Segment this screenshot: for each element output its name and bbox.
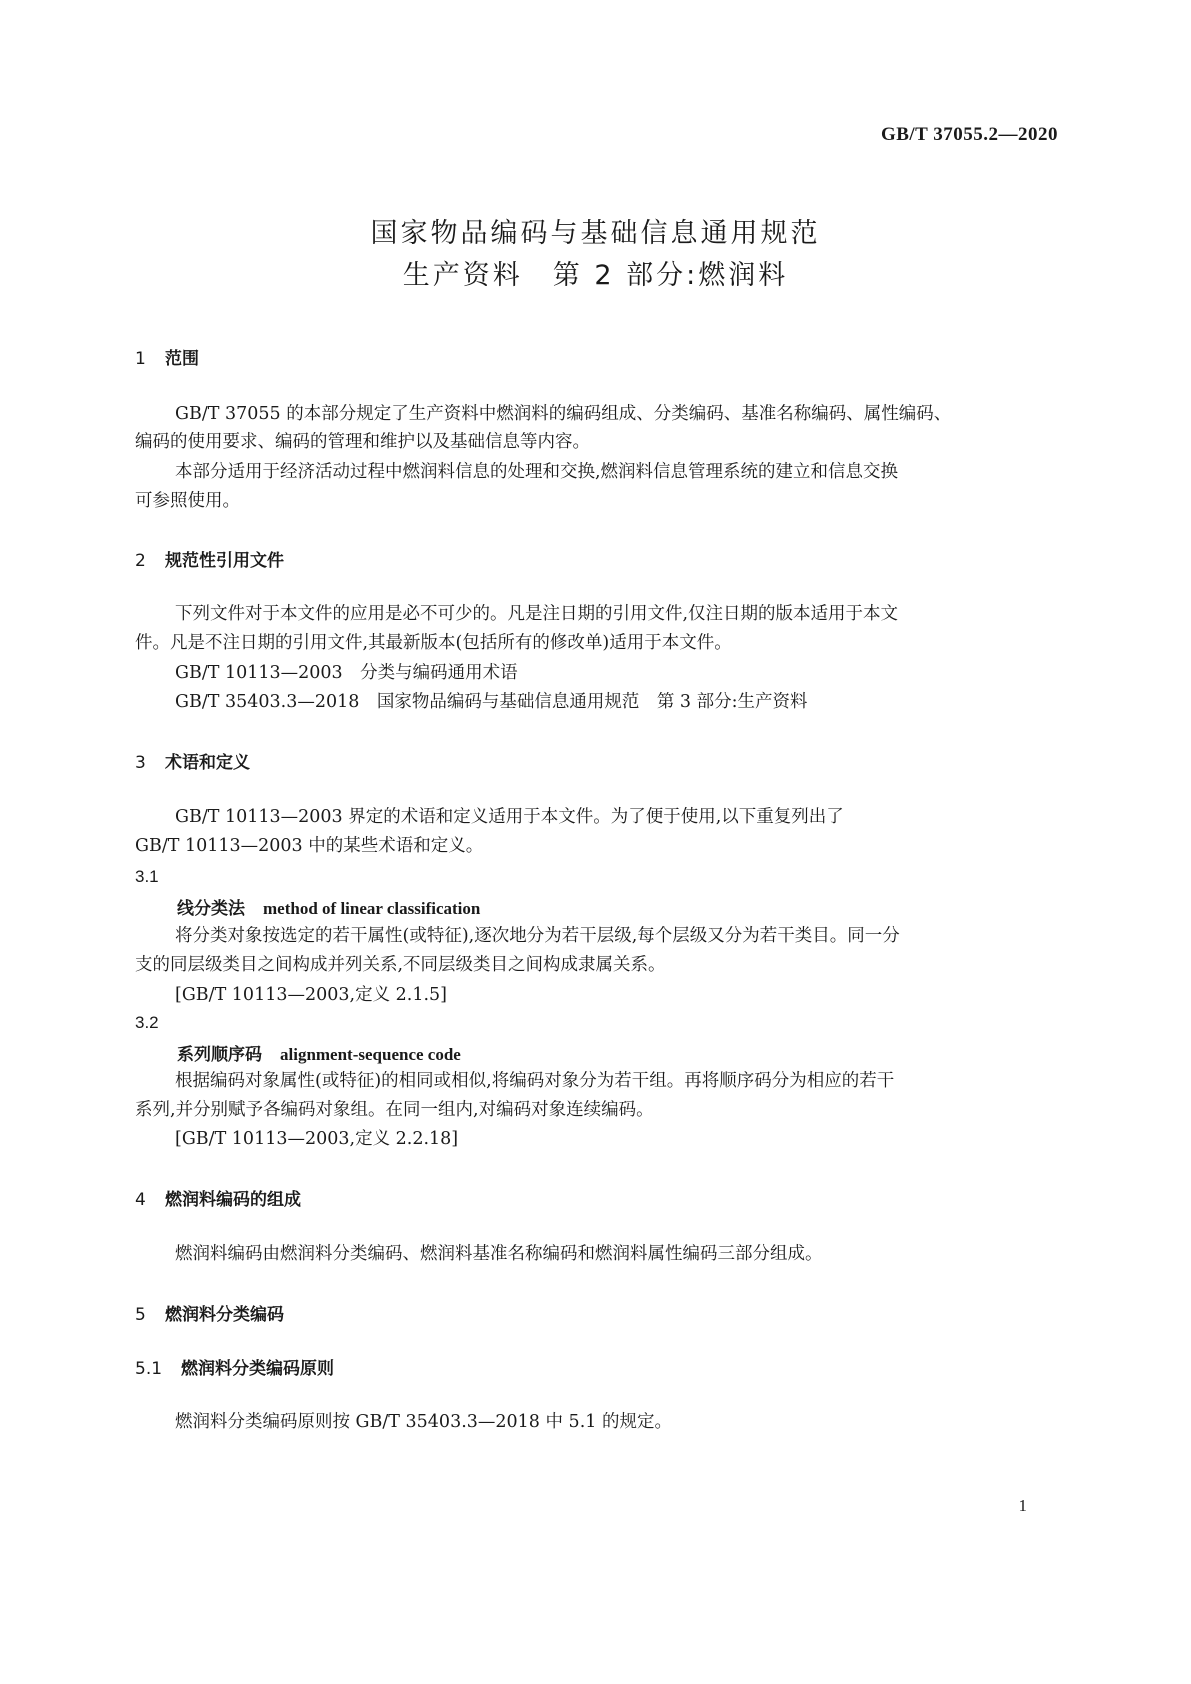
s5-1-p1: 燃润料分类编码原则按 GB/T 35403.3—2018 中 5.1 的规定。 bbox=[175, 1412, 672, 1432]
term-number: 3.1 bbox=[135, 867, 159, 886]
section-number: 3 bbox=[135, 753, 146, 773]
subsection-5-1-heading bbox=[135, 1354, 334, 1379]
normative-reference-1: GB/T 10113—2003 分类与编码通用术语 bbox=[175, 663, 518, 683]
s2-p1-line2: 件。凡是不注日期的引用文件,其最新版本(包括所有的修改单)适用于本文件。 bbox=[135, 633, 732, 653]
term-chinese: 系列顺序码 bbox=[177, 1045, 262, 1065]
term-3-1 bbox=[177, 894, 480, 919]
section-title: 燃润料编码的组成 bbox=[165, 1190, 301, 1210]
normative-reference-2: GB/T 35403.3—2018 国家物品编码与基础信息通用规范 第 3 部分:生产资料 bbox=[175, 692, 808, 712]
term-english: alignment-sequence code bbox=[280, 1045, 461, 1064]
section-title: 范围 bbox=[165, 349, 199, 369]
s1-p2-line2: 可参照使用。 bbox=[135, 491, 240, 511]
standard-number: GB/T 37055.2—2020 bbox=[880, 124, 1058, 145]
section-title: 燃润料分类编码 bbox=[165, 1305, 284, 1325]
section-number: 4 bbox=[135, 1190, 146, 1210]
term-3-2 bbox=[177, 1040, 461, 1065]
subsection-number: 5.1 bbox=[135, 1359, 163, 1379]
section-number: 5 bbox=[135, 1305, 146, 1325]
document-title-line1: 国家物品编码与基础信息通用规范 bbox=[370, 218, 821, 249]
term-chinese: 线分类法 bbox=[177, 899, 245, 919]
t2-source: [GB/T 10113—2003,定义 2.2.18] bbox=[175, 1129, 459, 1149]
s1-p1-line2: 编码的使用要求、编码的管理和维护以及基础信息等内容。 bbox=[135, 432, 590, 452]
t1-definition-line2: 支的同层级类目之间构成并列关系,不同层级类目之间构成隶属关系。 bbox=[135, 955, 666, 975]
section-number: 1 bbox=[135, 349, 146, 369]
section-title: 规范性引用文件 bbox=[165, 551, 284, 571]
term-number: 3.2 bbox=[135, 1013, 159, 1032]
t2-definition-line1: 根据编码对象属性(或特征)的相同或相似,将编码对象分为若干组。再将顺序码分为相应的若干 bbox=[175, 1071, 895, 1091]
s4-p1: 燃润料编码由燃润料分类编码、燃润料基准名称编码和燃润料属性编码三部分组成。 bbox=[175, 1244, 823, 1264]
term-english: method of linear classification bbox=[263, 899, 481, 918]
subsection-title: 燃润料分类编码原则 bbox=[181, 1359, 334, 1379]
s3-p1-line2: GB/T 10113—2003 中的某些术语和定义。 bbox=[135, 836, 484, 856]
page-number: 1 bbox=[1018, 1496, 1027, 1515]
s1-p1-line1: GB/T 37055 的本部分规定了生产资料中燃润料的编码组成、分类编码、基准名称编码、属性编码、 bbox=[175, 404, 952, 424]
t1-source: [GB/T 10113—2003,定义 2.1.5] bbox=[175, 985, 447, 1005]
document-title-line2: 生产资料 第 2 部分:燃润料 bbox=[402, 260, 789, 291]
s3-p1-line1: GB/T 10113—2003 界定的术语和定义适用于本文件。为了便于使用,以下重复列出了 bbox=[175, 807, 844, 827]
section-4-heading bbox=[135, 1185, 301, 1210]
section-title: 术语和定义 bbox=[165, 753, 250, 773]
section-5-heading bbox=[135, 1300, 284, 1325]
section-number: 2 bbox=[135, 551, 146, 571]
s2-p1-line1: 下列文件对于本文件的应用是必不可少的。凡是注日期的引用文件,仅注日期的版本适用于本文 bbox=[175, 604, 899, 624]
section-2-heading bbox=[135, 546, 284, 571]
section-3-heading bbox=[135, 748, 250, 773]
t2-definition-line2: 系列,并分别赋予各编码对象组。在同一组内,对编码对象连续编码。 bbox=[135, 1100, 654, 1120]
t1-definition-line1: 将分类对象按选定的若干属性(或特征),逐次地分为若干层级,每个层级又分为若干类目。同一分 bbox=[175, 926, 900, 946]
section-1-heading bbox=[135, 344, 199, 369]
s1-p2-line1: 本部分适用于经济活动过程中燃润料信息的处理和交换,燃润料信息管理系统的建立和信息交换 bbox=[175, 462, 899, 482]
